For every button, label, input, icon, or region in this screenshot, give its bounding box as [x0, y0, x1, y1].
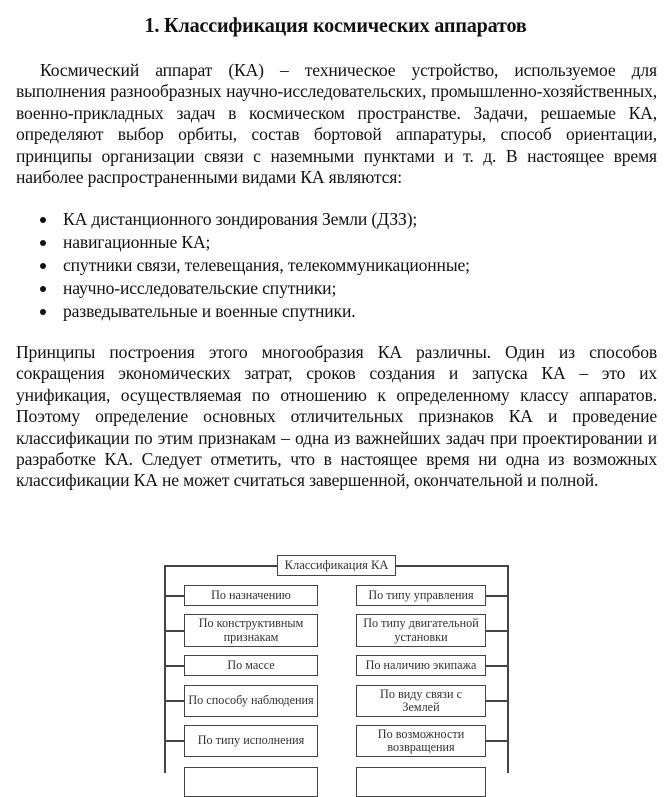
connector-line: [164, 740, 184, 742]
list-item: разведывательные и военные спутники.: [0, 300, 470, 323]
connector-line: [486, 595, 507, 597]
connector-line: [486, 665, 507, 667]
connector-line: [164, 700, 184, 702]
list-item: КА дистанционного зондирования Земли (ДЗЗ);: [0, 208, 470, 231]
connector-line: [164, 565, 166, 773]
bullet-icon: [40, 263, 46, 269]
diagram-box-observation-method: По способу наблюдения: [184, 685, 318, 717]
bullet-icon: [40, 240, 46, 246]
bullet-icon: [40, 286, 46, 292]
list-item: навигационные КА;: [0, 231, 470, 254]
list-item: спутники связи, телевещания, телекоммуникационные;: [0, 254, 470, 277]
diagram-box-crew: По наличию экипажа: [356, 655, 486, 676]
diagram-box-cut-off: [184, 767, 318, 797]
connector-line: [486, 700, 507, 702]
spacecraft-types-list: [0, 208, 470, 323]
list-item: научно-исследовательские спутники;: [0, 277, 470, 300]
diagram-box-return-capability: По возможности возвращения: [356, 725, 486, 757]
bullet-icon: [40, 217, 46, 223]
connector-line: [486, 630, 507, 632]
diagram-box-mass: По массе: [184, 655, 318, 676]
diagram-box-propulsion-type: По типу двигательной установки: [356, 614, 486, 647]
diagram-box-cut-off: [356, 767, 486, 797]
connector-line: [164, 665, 184, 667]
connector-line: [486, 740, 507, 742]
connector-line: [507, 565, 509, 773]
diagram-box-control-type: По типу управления: [356, 585, 486, 606]
diagram-box-earth-link: По виду связи с Землей: [356, 685, 486, 717]
connector-line: [396, 565, 508, 567]
connector-line: [164, 565, 277, 567]
connector-line: [164, 595, 184, 597]
bullet-icon: [40, 309, 46, 315]
section-title: 1. Классификация космических аппаратов: [144, 13, 527, 37]
connector-line: [164, 630, 184, 632]
diagram-box-execution-type: По типу исполнения: [184, 725, 318, 757]
diagram-root-box: Классификация КА: [277, 555, 396, 576]
principles-paragraph: Принципы построения этого многообразия КА различны. Один из способов сокращения экономических затрат, сроков создания и запуска КА – это их унификация, осуществляемая по отношению к определенному классу аппаратов. Поэтому определение основных отличительных признаков КА и проведение классификации по этим признакам – одна из важнейших задач при проектировании и разработке КА. Следует отметить, что в настоящее время ни одна из возможных классификации КА не может считаться завершенной, окончательной и полной.: [16, 342, 657, 491]
diagram-box-purpose: По назначению: [184, 585, 318, 606]
diagram-box-design-features: По конструктивным признакам: [184, 614, 318, 647]
intro-paragraph: Космический аппарат (КА) – техническое устройство, используемое для выполнения разнообразных научно-исследовательских, промышленно-хозяйственных, военно-прикладных задач в космическом пространстве. Задачи, решаемые КА, определяют выбор орбиты, состав бортовой аппаратуры, способ ориентации, принципы организации связи с наземными пунктами и т. д. В настоящее время наиболее распространенными видами КА являются:: [16, 60, 657, 188]
